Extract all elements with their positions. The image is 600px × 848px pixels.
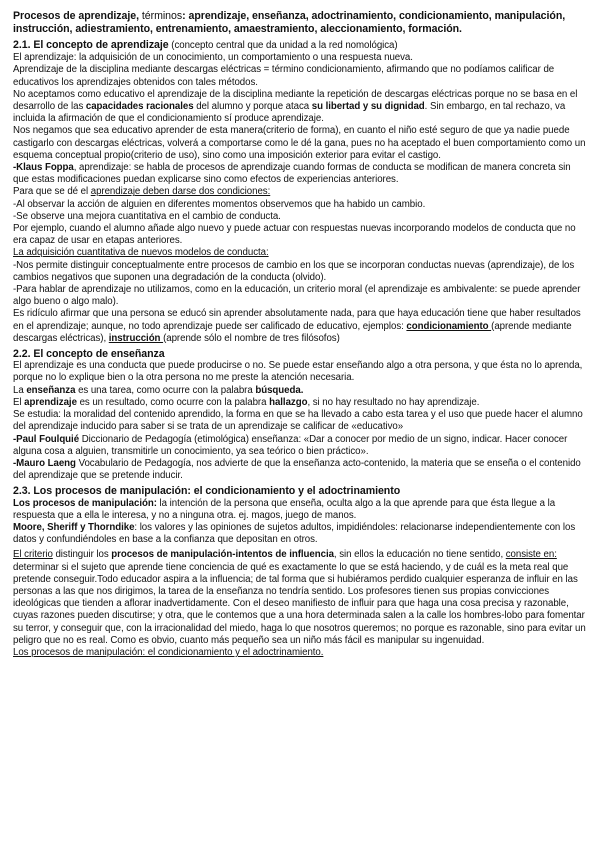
bold-underlined-run: instrucción: [108, 332, 164, 344]
paragraph: [13, 434, 586, 458]
paragraph: [13, 397, 586, 409]
paragraph-underlined: Los procesos de manipulación: el condicionamiento y el adoctrinamiento.: [13, 646, 324, 658]
title-mid: términos: [138, 10, 183, 22]
section-heading-2-3: 2.3. Los procesos de manipulación: el condicionamiento y el adoctrinamiento: [13, 485, 401, 498]
paragraph: [13, 498, 586, 522]
paragraph: Nos negamos que sea educativo aprender de esta manera(criterio de forma), en cuanto el niño esté seguro de que ya nadie puede castigarlo con descargas eléctricas, volverá a comportarse como le dé la gana, pues no ha aceptado el buen comportamiento como un esquema conceptual propio(criterio de uso), sino como una imposición exterior para evitar el castigo.: [13, 125, 586, 161]
paragraph: [13, 522, 586, 546]
paragraph: Aprendizaje de la disciplina mediante descargas eléctricas = término condicionamiento, afirmando que no podíamos calificar de educativos los aprendizajes obtenidos con tales métodos.: [13, 64, 555, 88]
title-lead: Procesos de aprendizaje,: [13, 10, 139, 22]
author-name: Moore, Sheriff y Thorndike: [13, 521, 135, 533]
paragraph: [13, 89, 586, 126]
bold-run: hallazgo: [269, 396, 308, 408]
paragraph: [13, 385, 586, 397]
author-name: -Mauro Laeng: [13, 457, 76, 469]
text-run: : los valores y las opiniones de sujetos adultos, impidiéndoles: relacionarse independientemente con los datos y confundiéndoles en base a la confianza que depositan en otros.: [13, 521, 576, 546]
text-run: es un resultado, como ocurre con la palabra: [76, 396, 270, 408]
title-terms: : aprendizaje, enseñanza, adoctrinamiento, condicionamiento, manipulación, instrucción, adiestramiento, entrenamiento, amaestramiento, aleccionamiento, formación.: [13, 10, 566, 35]
text-run: (aprende sólo el nombre de tres filósofos): [163, 332, 340, 344]
paragraph: -Para hablar de aprendizaje no utilizamos, como en la educación, un criterio moral (el aprendizaje es ambivalente: se puede aprender algo bueno o algo malo).: [13, 284, 581, 308]
paragraph: Se estudia: la moralidad del contenido aprendido, la forma en que se ha llevado a cabo esta tarea y el uso que puede hacer el alumno del aprendizaje inducido para saber si se trata de un aprendizaje se calificar de «educativo»: [13, 409, 583, 433]
section-heading-2-2: 2.2. El concepto de enseñanza: [13, 348, 165, 361]
bold-run: procesos de manipulación-intentos de influencia: [111, 549, 334, 561]
text-run: es una tarea, como ocurre con la palabra: [75, 384, 256, 396]
section-heading-2-1: [13, 39, 586, 52]
paragraph: [13, 308, 586, 345]
paragraph: [13, 186, 586, 198]
text-run: , aprendizaje: se habla de procesos de aprendizaje cuando formas de conducta se modifican de manera concreta sin que estas modificaciones puedan explicarse sino como efectos de experiencias anteriores.: [13, 162, 571, 186]
text-run: , sin ellos la educación no tiene sentido,: [333, 549, 506, 561]
paragraph: [13, 549, 586, 647]
paragraph: -Se observe una mejora cuantitativa en el cambio de conducta.: [13, 210, 281, 222]
author-name: -Paul Foulquié: [13, 433, 80, 445]
bold-run: búsqueda.: [255, 384, 304, 396]
bold-run: su libertad y su dignidad: [311, 101, 425, 113]
text-run: determinar si el sujeto que aprende tiene conciencia de qué es exactamente lo que se está haciendo, y de cuál es la meta real que pretende conseguir.Todo educador aspira a la influencia; de tal forma que si hubiéramos perdido cualquier esperanza de influir en las personas a las que nos dirigimos, la tarea de la enseñanza no tendría sentido. Los profesores tienen sus propias convicciones ideológicas que tienden a aflorar inadvertidamente. Con el deseo manifiesto de influir para que haga una cosa precisa y razonable, cuyas razones pueden discutirse; y otra, que le contemos que a una hora determinada salen a la calle los hombres-lobo para fomentar su terror, y conseguir que, con la irracionalidad del miedo, haga lo que nosotros queremos; no porque es razonable, sino para evitar un peligro que no es real. Como es obvio, cuanto más pequeño sea un niño más fácil es manipular su ingenuidad.: [13, 561, 586, 646]
author-name: -Klaus Foppa: [13, 162, 74, 174]
underlined-run: El criterio: [13, 549, 53, 561]
paragraph: El aprendizaje: la adquisición de un conocimiento, un comportamiento o una respuesta nueva.: [13, 52, 413, 64]
text-run: La: [13, 384, 27, 396]
paragraph: -Nos permite distinguir conceptualmente entre procesos de cambio en los que se incorporan conductas nuevas (aprendizaje), de los cambios negativos que suponen una degradación de la conducta (olvido).: [13, 259, 575, 283]
section-heading-2-1-text: 2.1. El concepto de aprendizaje: [13, 39, 169, 51]
text-run: . Sin embargo, en tal rechazo, va incluida la afirmación de que el condicionamiento sí produce aprendizaje.: [13, 101, 566, 125]
text-run: , si no hay resultado no hay aprendizaje.: [307, 396, 480, 408]
paragraph: [13, 162, 586, 186]
text-run: Diccionario de Pedagogía (etimológica) enseñanza: «Dar a conocer por medio de un signo, indicar. Hacer conocer alguna cosa a alguien, transmitirle un conocimiento, ya sea teórico o bien práctico».: [13, 433, 568, 457]
section-heading-2-1-note: (concepto central que da unidad a la red nomológica): [168, 40, 398, 51]
paragraph-underlined: La adquisición cuantitativa de nuevos modelos de conducta:: [13, 247, 269, 259]
text-run: Vocabulario de Pedagogía, nos advierte de que la enseñanza acto-contenido, la materia que se enseña o el contenido del aprendizaje que se pretende inducir.: [13, 457, 581, 482]
bold-run: aprendizaje: [24, 396, 77, 408]
paragraph: [13, 458, 586, 482]
text-run: No aceptamos como educativo el aprendizaje de la disciplina mediante la repetición de descargas eléctricas porque no se basa en el desarrollo de las: [13, 88, 578, 113]
text-run: Para que se dé el: [13, 186, 91, 198]
bold-underlined-run: condicionamiento: [406, 320, 492, 332]
bold-run: enseñanza: [26, 384, 76, 396]
paragraph: El aprendizaje es una conducta que puede producirse o no. Se puede estar enseñando algo a otra persona, y que ésta no lo aprenda, porque no lo explique bien o la otra persona no me preste la atención necesaria.: [13, 360, 583, 384]
text-run: (aprende mediante descargas eléctricas),: [13, 320, 572, 344]
bold-run: Los procesos de manipulación:: [13, 497, 157, 509]
underlined-run: aprendizaje deben darse dos condiciones:: [90, 186, 271, 198]
document-title: [13, 10, 586, 36]
underlined-run: consiste en:: [505, 549, 557, 561]
text-run: El: [13, 396, 25, 408]
text-run: distinguir los: [52, 549, 112, 561]
text-run: la intención de la persona que enseña, oculta algo a la que aprende para que ésta llegue a la respuesta que a ella le interesa, y no a ninguna otra. ej. magos, juego de manos.: [13, 497, 556, 521]
text-run: Es ridículo afirmar que una persona se educó sin aprender absolutamente nada, para que haya educación tiene que haber resultados en el aprendizaje; aunque, no todo aprendizaje puede ser calificado de educativo, ejemplos:: [13, 308, 581, 332]
paragraph: Por ejemplo, cuando el alumno añade algo nuevo y puede actuar con respuestas nuevas incorporando modelos de conducta que no era capaz de usar en etapas anteriores.: [13, 223, 576, 247]
bold-run: capacidades racionales: [85, 101, 194, 113]
text-run: del alumno y porque ataca: [193, 101, 312, 113]
paragraph: -Al observar la acción de alguien en diferentes momentos observemos que ha habido un cambio.: [13, 198, 426, 210]
